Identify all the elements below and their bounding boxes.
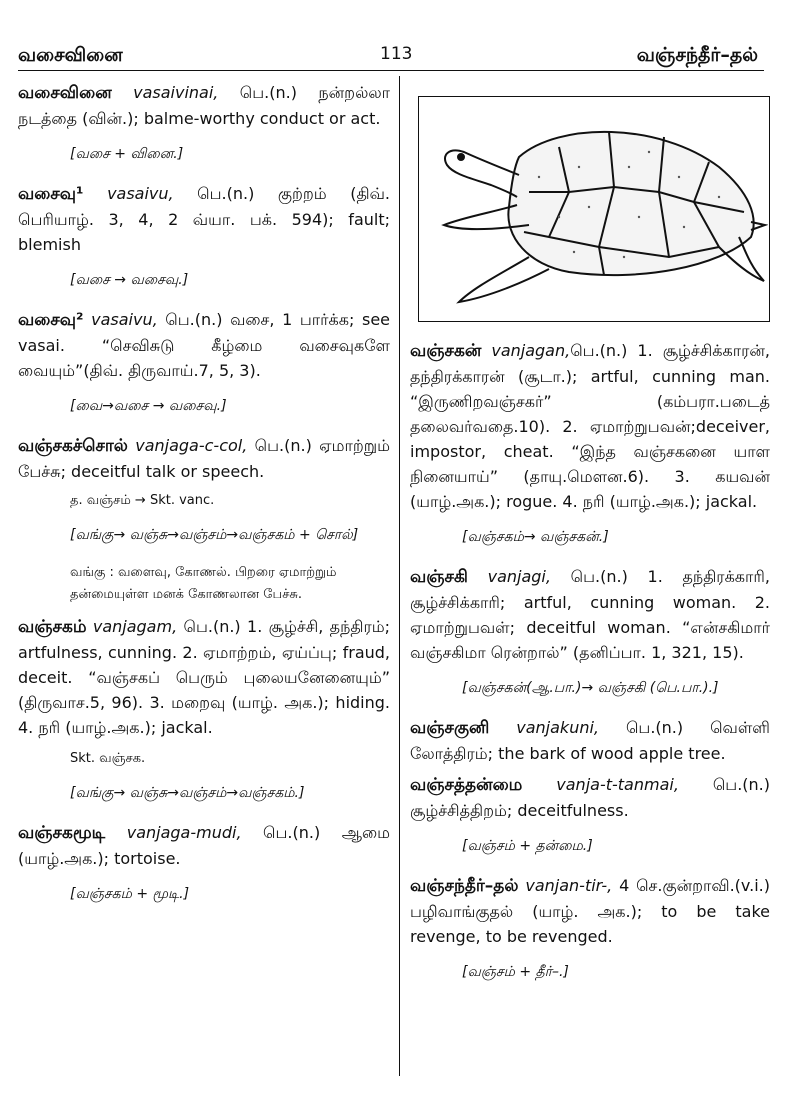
entry-vasaivinai xyxy=(18,80,390,131)
entry-vanjaga-mudi xyxy=(18,820,390,871)
etymology: [வஞ்சம் + தன்மை.] xyxy=(462,838,593,854)
headword: வசைவினை xyxy=(18,83,112,103)
cognate-note: Skt. வஞ்சக. xyxy=(70,751,146,766)
transliteration: vanjakuni, xyxy=(516,718,600,737)
definition: பெ.(n.) ஆமை (யாழ்.அக.); tortoise. xyxy=(18,823,390,868)
left-column xyxy=(18,80,390,921)
headword: வஞ்சகமூடி xyxy=(18,823,106,843)
headword: வஞ்சத்தன்மை xyxy=(410,775,523,795)
transliteration: vasaivu, xyxy=(107,184,174,203)
tortoise-drawing xyxy=(419,97,768,320)
transliteration: vanja-t-tanmai, xyxy=(556,775,679,794)
column-divider xyxy=(399,76,400,1076)
definition: பெ.(n.) 1. தந்திரக்காரி, சூழ்ச்சிக்காரி; artful, cunning woman. 2. ஏமாற்றுபவள்; deceitful woman. “என்சகிமார் வஞ்சகிமா ரென்றால்” (தனிப்பா. 1, 321, 15). xyxy=(410,567,770,662)
headword: வசைவு¹ xyxy=(18,184,84,204)
headword: வஞ்சகன் xyxy=(410,341,482,361)
definition: பெ.(n.) வெள்ளி லோத்திரம்; the bark of wood apple tree. xyxy=(410,718,770,763)
transliteration: vanjaga-mudi, xyxy=(126,823,242,842)
headword: வஞ்சகச்சொல் xyxy=(18,436,128,456)
headword: வஞ்சகி xyxy=(410,567,468,587)
entry-vanjagan xyxy=(410,338,770,514)
page-header xyxy=(0,0,800,66)
transliteration: vasaivu, xyxy=(91,310,158,329)
etymology: [வங்கு→ வஞ்சு→வஞ்சம்→வஞ்சகம்.] xyxy=(70,785,305,801)
etymology: [வஞ்சம் + தீர்–.] xyxy=(462,964,569,980)
etymology: [வை→வசை → வசைவு.] xyxy=(70,398,227,414)
transliteration: vanjan-tir-, xyxy=(525,876,613,895)
entry-vanja-t-tanmai xyxy=(410,772,770,823)
cognate-note: த. வஞ்சம் → Skt. vanc. xyxy=(70,493,215,508)
entry-vanjaga-c-col xyxy=(18,433,390,484)
etymology: [வசை → வசைவு.] xyxy=(70,272,189,288)
right-column xyxy=(410,338,770,999)
entry-vanjan-tir xyxy=(410,873,770,949)
definition: பெ.(n.) 1. சூழ்ச்சிக்காரன், தந்திரக்காரன் (சூடா.); artful, cunning man. “இருணிறவஞ்சகர்” (கம்பரா.படைத் தலைவர்வதை.10). 2. ஏமாற்றுபவன்;deceiver, impostor, cheat. “இந்த வஞ்சகனை யாள நினையாய்” (தாயு.மௌன.6). 3. கயவன் (யாழ்.அக.); rogue. 4. நரி (யாழ்.அக.); jackal. xyxy=(410,341,770,511)
entry-vanjagam xyxy=(18,614,390,740)
header-right-guideword: வஞ்சந்தீர்–தல் xyxy=(636,44,758,66)
transliteration: vanjagan, xyxy=(491,341,571,360)
entry-vanjakuni xyxy=(410,715,770,766)
headword: வஞ்சந்தீர்–தல் xyxy=(410,876,519,896)
headword: வசைவு² xyxy=(18,310,84,330)
transliteration: vanjagam, xyxy=(92,617,178,636)
etymology: [வசை + வினை.] xyxy=(70,146,184,162)
entry-vanjagi xyxy=(410,564,770,665)
header-left-guideword: வசைவினை xyxy=(18,44,123,66)
entry-vasaivu-1 xyxy=(18,181,390,257)
definition: பெ.(n.) நன்றல்லா நடத்தை (வின்.); balme-worthy conduct or act. xyxy=(18,83,390,128)
etymology: [வஞ்சகம்→ வஞ்சகன்.] xyxy=(462,529,609,545)
definition: 4 செ.குன்றாவி.(v.i.) பழிவாங்குதல் (யாழ். அக.); to be take revenge, to be revenged. xyxy=(410,876,770,946)
transliteration: vanjaga-c-col, xyxy=(135,436,248,455)
definition: பெ.(n.) குற்றம் (திவ். பெரியாழ். 3, 4, 2 வ்யா. பக். 594); fault; blemish xyxy=(18,184,390,254)
definition: பெ.(n.) 1. சூழ்ச்சி, தந்திரம்; artfulness, cunning. 2. ஏமாற்றம், ஏய்ப்பு; fraud, deceit. “வஞ்சகப் பெரும் புலையனேனையும்” (திருவாச.5, 96). 3. மறைவு (யாழ். அக.); hiding. 4. நரி (யாழ்.அக.); jackal. xyxy=(18,617,390,737)
definition: பெ.(n.) சூழ்ச்சித்திறம்; deceitfulness. xyxy=(410,775,770,820)
transliteration: vanjagi, xyxy=(487,567,551,586)
entry-vasaivu-2 xyxy=(18,307,390,383)
etymology: [வங்கு→ வஞ்சு→வஞ்சம்→வஞ்சகம் + சொல்] xyxy=(70,527,359,543)
header-rule xyxy=(18,70,764,71)
explanatory-note: வங்கு : வளைவு, கோணல். பிறரை ஏமாற்றும் தன்மையுள்ள மனக் கோணலான பேச்சு. xyxy=(70,565,337,602)
headword: வஞ்சகுனி xyxy=(410,718,490,738)
etymology: [வஞ்சகம் + மூடி.] xyxy=(70,886,190,902)
tortoise-illustration xyxy=(418,96,770,322)
transliteration: vasaivinai, xyxy=(133,83,219,102)
page-number: 113 xyxy=(380,44,413,64)
definition: பெ.(n.) ஏமாற்றும் பேச்சு; deceitful talk or speech. xyxy=(18,436,391,481)
etymology: [வஞ்சகன்(ஆ.பா.)→ வஞ்சகி (பெ.பா.).] xyxy=(462,680,719,696)
headword: வஞ்சகம் xyxy=(18,617,87,637)
definition: பெ.(n.) வசை, 1 பார்க்க; see vasai. “செவிசுடு கீழ்மை வசைவுகளே வையும்”(திவ். திருவாய்.7, 5, 3). xyxy=(18,310,391,380)
